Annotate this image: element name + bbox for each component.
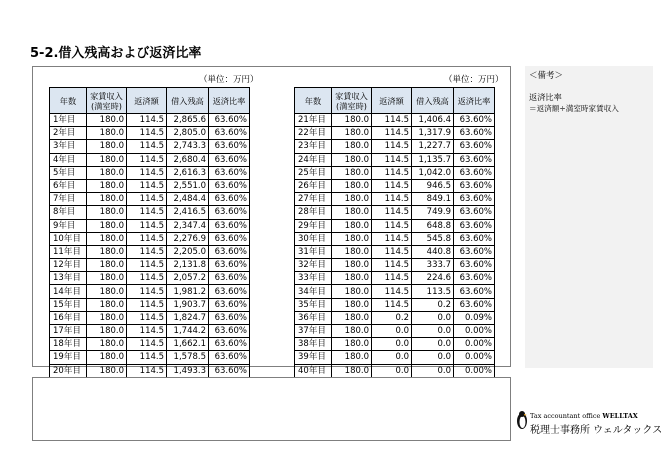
cell-balance: 0.0 — [412, 338, 454, 351]
cell-ratio: 0.00% — [454, 351, 495, 364]
comment-panel — [32, 377, 511, 441]
cell-year: 30年目 — [295, 232, 332, 245]
cell-balance: 2,743.3 — [167, 140, 209, 153]
cell-ratio: 63.60% — [454, 298, 495, 311]
cell-income: 180.0 — [332, 325, 372, 338]
cell-income: 180.0 — [87, 114, 127, 127]
cell-income: 180.0 — [332, 127, 372, 140]
cell-income: 180.0 — [332, 311, 372, 324]
notes-ratio-label: 返済比率 — [529, 92, 562, 102]
cell-income: 180.0 — [332, 153, 372, 166]
cell-repayment: 114.5 — [127, 259, 167, 272]
cell-ratio: 63.60% — [454, 179, 495, 192]
cell-year: 6年目 — [50, 179, 87, 192]
cell-year: 22年目 — [295, 127, 332, 140]
cell-ratio: 63.60% — [209, 272, 250, 285]
header-income — [87, 88, 127, 114]
cell-ratio: 0.00% — [454, 364, 495, 377]
table-row — [50, 245, 250, 258]
cell-repayment: 114.5 — [127, 193, 167, 206]
cell-balance: 2,131.8 — [167, 259, 209, 272]
cell-repayment: 114.5 — [127, 338, 167, 351]
table-body-left — [50, 114, 250, 378]
cell-repayment: 114.5 — [127, 206, 167, 219]
table-row — [295, 272, 495, 285]
table-row — [50, 166, 250, 179]
cell-repayment: 114.5 — [372, 166, 412, 179]
cell-year: 13年目 — [50, 272, 87, 285]
cell-year: 1年目 — [50, 114, 87, 127]
cell-balance: 849.1 — [412, 193, 454, 206]
table-header-row — [295, 88, 495, 114]
table-row — [50, 298, 250, 311]
cell-repayment: 114.5 — [127, 364, 167, 377]
table-row — [50, 351, 250, 364]
cell-income: 180.0 — [87, 325, 127, 338]
table-row — [50, 364, 250, 377]
cell-ratio: 63.60% — [209, 364, 250, 377]
cell-ratio: 63.60% — [209, 259, 250, 272]
cell-balance: 2,616.3 — [167, 166, 209, 179]
table-row — [295, 179, 495, 192]
cell-year: 27年目 — [295, 193, 332, 206]
table-row — [295, 364, 495, 377]
cell-year: 7年目 — [50, 193, 87, 206]
cell-balance: 2,680.4 — [167, 153, 209, 166]
table-row — [295, 311, 495, 324]
cell-repayment: 114.5 — [127, 153, 167, 166]
cell-repayment: 114.5 — [127, 285, 167, 298]
header-balance: 借入残高 — [167, 88, 209, 114]
cell-income: 180.0 — [87, 219, 127, 232]
cell-repayment: 0.0 — [372, 325, 412, 338]
header-year: 年数 — [50, 88, 87, 114]
cell-balance: 0.2 — [412, 298, 454, 311]
cell-ratio: 63.60% — [454, 232, 495, 245]
header-repayment: 返済額 — [127, 88, 167, 114]
cell-year: 15年目 — [50, 298, 87, 311]
cell-balance: 2,347.4 — [167, 219, 209, 232]
table-row — [295, 285, 495, 298]
cell-repayment: 0.0 — [372, 364, 412, 377]
cell-balance: 113.5 — [412, 285, 454, 298]
cell-year: 36年目 — [295, 311, 332, 324]
header-ratio: 返済比率 — [209, 88, 250, 114]
cell-balance: 648.8 — [412, 219, 454, 232]
cell-income: 180.0 — [87, 206, 127, 219]
cell-year: 10年目 — [50, 232, 87, 245]
cell-repayment: 114.5 — [127, 127, 167, 140]
table-row — [295, 166, 495, 179]
cell-repayment: 114.5 — [372, 272, 412, 285]
cell-repayment: 114.5 — [127, 179, 167, 192]
cell-balance: 1,744.2 — [167, 325, 209, 338]
cell-income: 180.0 — [87, 364, 127, 377]
header-income-label: 家賃収入 (満室時) — [90, 90, 123, 111]
cell-ratio: 63.60% — [454, 140, 495, 153]
cell-repayment: 0.0 — [372, 351, 412, 364]
cell-income: 180.0 — [332, 166, 372, 179]
logo-english — [530, 412, 638, 420]
cell-year: 23年目 — [295, 140, 332, 153]
cell-repayment: 114.5 — [372, 127, 412, 140]
cell-ratio: 63.60% — [209, 193, 250, 206]
cell-ratio: 63.60% — [209, 351, 250, 364]
cell-ratio: 63.60% — [454, 166, 495, 179]
cell-year: 4年目 — [50, 153, 87, 166]
table-row — [295, 193, 495, 206]
cell-balance: 440.8 — [412, 245, 454, 258]
cell-balance: 1,406.4 — [412, 114, 454, 127]
table-row — [295, 351, 495, 364]
cell-ratio: 63.60% — [209, 179, 250, 192]
table-row — [295, 245, 495, 258]
cell-repayment: 114.5 — [372, 140, 412, 153]
logo-english-name: WELLTAX — [602, 412, 638, 420]
cell-ratio: 63.60% — [209, 311, 250, 324]
table-row — [50, 325, 250, 338]
cell-income: 180.0 — [87, 351, 127, 364]
cell-repayment: 114.5 — [372, 298, 412, 311]
cell-repayment: 114.5 — [372, 259, 412, 272]
cell-ratio: 63.60% — [209, 206, 250, 219]
table-row — [50, 127, 250, 140]
cell-repayment: 114.5 — [127, 166, 167, 179]
cell-repayment: 114.5 — [372, 153, 412, 166]
cell-income: 180.0 — [87, 153, 127, 166]
cell-repayment: 114.5 — [127, 351, 167, 364]
cell-balance: 2,205.0 — [167, 245, 209, 258]
cell-income: 180.0 — [87, 259, 127, 272]
cell-year: 19年目 — [50, 351, 87, 364]
cell-balance: 0.0 — [412, 311, 454, 324]
cell-ratio: 63.60% — [209, 245, 250, 258]
cell-income: 180.0 — [332, 140, 372, 153]
cell-balance: 2,484.4 — [167, 193, 209, 206]
cell-balance: 2,416.5 — [167, 206, 209, 219]
table-row — [295, 298, 495, 311]
table-row — [50, 272, 250, 285]
cell-repayment: 114.5 — [127, 311, 167, 324]
cell-year: 26年目 — [295, 179, 332, 192]
cell-year: 33年目 — [295, 272, 332, 285]
cell-ratio: 63.60% — [209, 127, 250, 140]
table-row — [295, 259, 495, 272]
table-row — [50, 114, 250, 127]
cell-balance: 1,493.3 — [167, 364, 209, 377]
cell-year: 20年目 — [50, 364, 87, 377]
table-row — [295, 153, 495, 166]
cell-balance: 0.0 — [412, 351, 454, 364]
cell-year: 16年目 — [50, 311, 87, 324]
cell-repayment: 114.5 — [127, 140, 167, 153]
cell-repayment: 114.5 — [127, 114, 167, 127]
cell-balance: 1,578.5 — [167, 351, 209, 364]
unit-label-left: （単位：万円） — [199, 75, 259, 85]
cell-repayment: 114.5 — [372, 232, 412, 245]
table-row — [50, 179, 250, 192]
cell-year: 37年目 — [295, 325, 332, 338]
cell-income: 180.0 — [87, 179, 127, 192]
table-row — [50, 153, 250, 166]
cell-year: 21年目 — [295, 114, 332, 127]
cell-ratio: 63.60% — [209, 140, 250, 153]
cell-balance: 333.7 — [412, 259, 454, 272]
cell-repayment: 114.5 — [372, 285, 412, 298]
cell-balance: 1,903.7 — [167, 298, 209, 311]
table-row — [50, 285, 250, 298]
cell-balance: 0.0 — [412, 325, 454, 338]
table-row — [295, 140, 495, 153]
cell-year: 9年目 — [50, 219, 87, 232]
cell-year: 40年目 — [295, 364, 332, 377]
cell-balance: 2,551.0 — [167, 179, 209, 192]
page-title: 5-2.借入残高および返済比率 — [30, 46, 202, 61]
table-row — [295, 325, 495, 338]
cell-year: 35年目 — [295, 298, 332, 311]
cell-repayment: 114.5 — [372, 114, 412, 127]
cell-repayment: 114.5 — [372, 245, 412, 258]
cell-ratio: 63.60% — [209, 219, 250, 232]
cell-year: 29年目 — [295, 219, 332, 232]
cell-balance: 1,662.1 — [167, 338, 209, 351]
cell-ratio: 63.60% — [209, 325, 250, 338]
cell-income: 180.0 — [87, 311, 127, 324]
cell-ratio: 0.00% — [454, 325, 495, 338]
cell-year: 34年目 — [295, 285, 332, 298]
cell-ratio: 63.60% — [454, 245, 495, 258]
cell-ratio: 63.60% — [454, 114, 495, 127]
cell-income: 180.0 — [87, 338, 127, 351]
cell-year: 2年目 — [50, 127, 87, 140]
penguin-icon — [516, 410, 528, 434]
cell-ratio: 0.00% — [454, 338, 495, 351]
table-row — [50, 232, 250, 245]
header-ratio: 返済比率 — [454, 88, 495, 114]
table-row — [50, 311, 250, 324]
table-row — [295, 127, 495, 140]
cell-income: 180.0 — [87, 127, 127, 140]
table-row — [50, 206, 250, 219]
table-header-row — [50, 88, 250, 114]
table-row — [295, 114, 495, 127]
cell-ratio: 63.60% — [209, 285, 250, 298]
cell-repayment: 114.5 — [372, 179, 412, 192]
cell-income: 180.0 — [332, 114, 372, 127]
cell-income: 180.0 — [87, 140, 127, 153]
table-row — [295, 338, 495, 351]
cell-balance: 1,042.0 — [412, 166, 454, 179]
header-balance: 借入残高 — [412, 88, 454, 114]
cell-ratio: 63.60% — [209, 338, 250, 351]
cell-income: 180.0 — [332, 272, 372, 285]
cell-ratio: 63.60% — [454, 219, 495, 232]
cell-year: 12年目 — [50, 259, 87, 272]
cell-year: 14年目 — [50, 285, 87, 298]
cell-income: 180.0 — [332, 193, 372, 206]
unit-label-right: （単位：万円） — [444, 75, 504, 85]
table-row — [295, 219, 495, 232]
cell-income: 180.0 — [332, 179, 372, 192]
cell-year: 8年目 — [50, 206, 87, 219]
cell-income: 180.0 — [332, 351, 372, 364]
cell-income: 180.0 — [332, 259, 372, 272]
cell-balance: 946.5 — [412, 179, 454, 192]
cell-year: 3年目 — [50, 140, 87, 153]
cell-income: 180.0 — [87, 298, 127, 311]
table-body-right — [295, 114, 495, 378]
header-income — [332, 88, 372, 114]
loan-table-years-1-20 — [49, 87, 250, 378]
cell-year: 24年目 — [295, 153, 332, 166]
cell-year: 39年目 — [295, 351, 332, 364]
cell-ratio: 63.60% — [454, 127, 495, 140]
cell-income: 180.0 — [332, 298, 372, 311]
cell-year: 28年目 — [295, 206, 332, 219]
cell-year: 17年目 — [50, 325, 87, 338]
table-row — [50, 338, 250, 351]
cell-income: 180.0 — [87, 193, 127, 206]
cell-income: 180.0 — [332, 219, 372, 232]
cell-repayment: 0.0 — [372, 338, 412, 351]
cell-year: 11年目 — [50, 245, 87, 258]
cell-income: 180.0 — [87, 232, 127, 245]
cell-repayment: 114.5 — [127, 298, 167, 311]
cell-repayment: 114.5 — [372, 206, 412, 219]
cell-balance: 0.0 — [412, 364, 454, 377]
cell-ratio: 63.60% — [209, 298, 250, 311]
table-row — [50, 193, 250, 206]
cell-year: 18年目 — [50, 338, 87, 351]
cell-ratio: 63.60% — [209, 166, 250, 179]
cell-balance: 224.6 — [412, 272, 454, 285]
notes-heading: ＜備考＞ — [529, 71, 564, 81]
cell-repayment: 114.5 — [372, 193, 412, 206]
table-row — [50, 219, 250, 232]
cell-ratio: 63.60% — [209, 114, 250, 127]
cell-income: 180.0 — [332, 245, 372, 258]
cell-income: 180.0 — [332, 285, 372, 298]
header-year: 年数 — [295, 88, 332, 114]
cell-ratio: 63.60% — [454, 259, 495, 272]
logo-japanese: 税理士事務所 ウェルタックス — [530, 425, 663, 436]
cell-income: 180.0 — [332, 232, 372, 245]
cell-ratio: 63.60% — [454, 206, 495, 219]
table-row — [295, 232, 495, 245]
cell-balance: 545.8 — [412, 232, 454, 245]
header-repayment: 返済額 — [372, 88, 412, 114]
cell-repayment: 114.5 — [127, 219, 167, 232]
cell-balance: 1,317.9 — [412, 127, 454, 140]
cell-income: 180.0 — [332, 206, 372, 219]
table-row — [50, 140, 250, 153]
cell-ratio: 63.60% — [209, 153, 250, 166]
cell-balance: 1,135.7 — [412, 153, 454, 166]
cell-year: 25年目 — [295, 166, 332, 179]
logo-english-prefix: Tax accountant office — [530, 412, 603, 420]
cell-repayment: 114.5 — [127, 325, 167, 338]
cell-repayment: 114.5 — [127, 245, 167, 258]
cell-year: 5年目 — [50, 166, 87, 179]
cell-year: 38年目 — [295, 338, 332, 351]
cell-income: 180.0 — [87, 245, 127, 258]
loan-table-years-21-40 — [294, 87, 495, 378]
cell-ratio: 0.09% — [454, 311, 495, 324]
cell-repayment: 114.5 — [372, 219, 412, 232]
cell-balance: 2,865.6 — [167, 114, 209, 127]
cell-balance: 1,981.2 — [167, 285, 209, 298]
cell-ratio: 63.60% — [209, 232, 250, 245]
cell-balance: 2,057.2 — [167, 272, 209, 285]
cell-income: 180.0 — [87, 285, 127, 298]
cell-year: 32年目 — [295, 259, 332, 272]
cell-ratio: 63.60% — [454, 153, 495, 166]
cell-income: 180.0 — [332, 364, 372, 377]
cell-ratio: 63.60% — [454, 193, 495, 206]
cell-ratio: 63.60% — [454, 285, 495, 298]
cell-balance: 749.9 — [412, 206, 454, 219]
cell-income: 180.0 — [87, 166, 127, 179]
cell-repayment: 0.2 — [372, 311, 412, 324]
cell-income: 180.0 — [332, 338, 372, 351]
cell-balance: 1,824.7 — [167, 311, 209, 324]
cell-repayment: 114.5 — [127, 232, 167, 245]
header-income-label: 家賃収入 (満室時) — [335, 90, 368, 111]
cell-balance: 2,276.9 — [167, 232, 209, 245]
cell-year: 31年目 — [295, 245, 332, 258]
cell-balance: 1,227.7 — [412, 140, 454, 153]
cell-repayment: 114.5 — [127, 272, 167, 285]
cell-balance: 2,805.0 — [167, 127, 209, 140]
notes-ratio-formula: ＝返済額÷満室時家賃収入 — [529, 104, 619, 113]
cell-ratio: 63.60% — [454, 272, 495, 285]
cell-income: 180.0 — [87, 272, 127, 285]
table-row — [50, 259, 250, 272]
table-row — [295, 206, 495, 219]
